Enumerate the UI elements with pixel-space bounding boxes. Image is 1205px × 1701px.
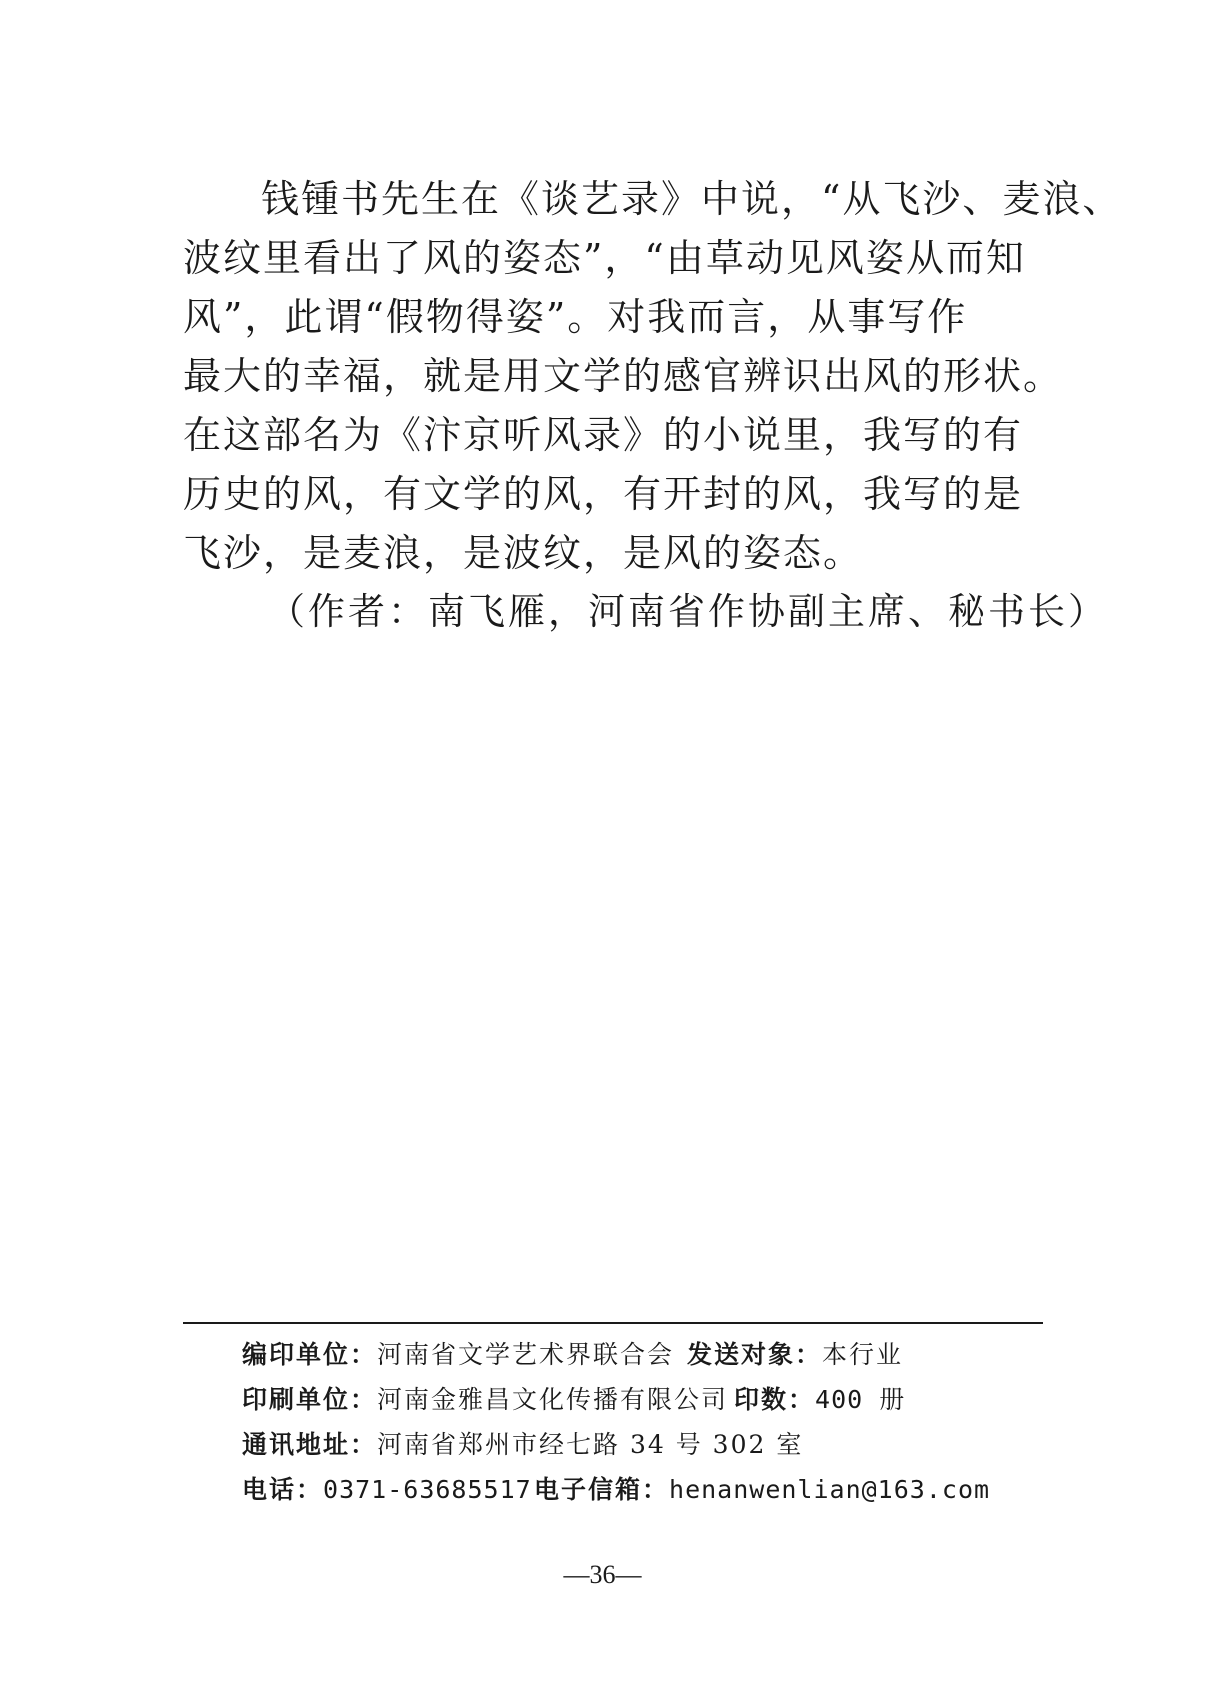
author-byline: （作者：南飞雁，河南省作协副主席、秘书长） [268, 590, 1108, 633]
phone-label: 电话： [242, 1475, 324, 1504]
recipient-value: 本行业 [822, 1340, 904, 1369]
editor-label: 编印单位： [242, 1340, 378, 1369]
recipient-label: 发送对象： [687, 1340, 823, 1369]
address-label: 通讯地址： [242, 1430, 378, 1459]
email-value: henanwenlian@163.com [669, 1475, 991, 1504]
article-line: 在这部名为《汴京听风录》的小说里，我写的有 [183, 413, 1024, 457]
copies-group [734, 1377, 905, 1422]
footer-row-address [242, 1422, 1042, 1467]
address-value: 河南省郑州市经七路 34 号 302 室 [377, 1430, 804, 1459]
page-number: —36— [563, 1560, 642, 1589]
article-line: 历史的风，有文学的风，有开封的风，我写的是 [183, 472, 1024, 516]
footer-divider [183, 1322, 1043, 1324]
copies-value: 400 册 [815, 1385, 906, 1414]
email-label: 电子信箱： [534, 1475, 670, 1504]
printer-label: 印刷单位： [242, 1385, 378, 1414]
copies-label: 印数： [734, 1385, 816, 1414]
printer-value: 河南金雅昌文化传播有限公司 [377, 1385, 729, 1414]
article-line: 飞沙，是麦浪，是波纹，是风的姿态。 [183, 531, 864, 575]
article-line: 最大的幸福，就是用文学的感官辨识出风的形状。 [183, 354, 1064, 398]
article-line: 波纹里看出了风的姿态”，“由草动见风姿从而知 [183, 236, 1026, 280]
phone-value: 0371-63685517 [323, 1475, 532, 1504]
email-group [534, 1467, 990, 1512]
publication-footer [242, 1332, 1042, 1512]
article-line: 风”，此谓“假物得姿”。对我而言，从事写作 [183, 295, 968, 339]
article-body [183, 170, 1123, 583]
article-line: 钱锺书先生在《谈艺录》中说，“从飞沙、麦浪、 [261, 177, 1123, 221]
footer-row-contact [242, 1467, 1042, 1512]
editor-value: 河南省文学艺术界联合会 [377, 1340, 675, 1369]
recipient-group [687, 1332, 903, 1377]
footer-row-printer [242, 1377, 1042, 1422]
footer-row-editor [242, 1332, 1042, 1377]
